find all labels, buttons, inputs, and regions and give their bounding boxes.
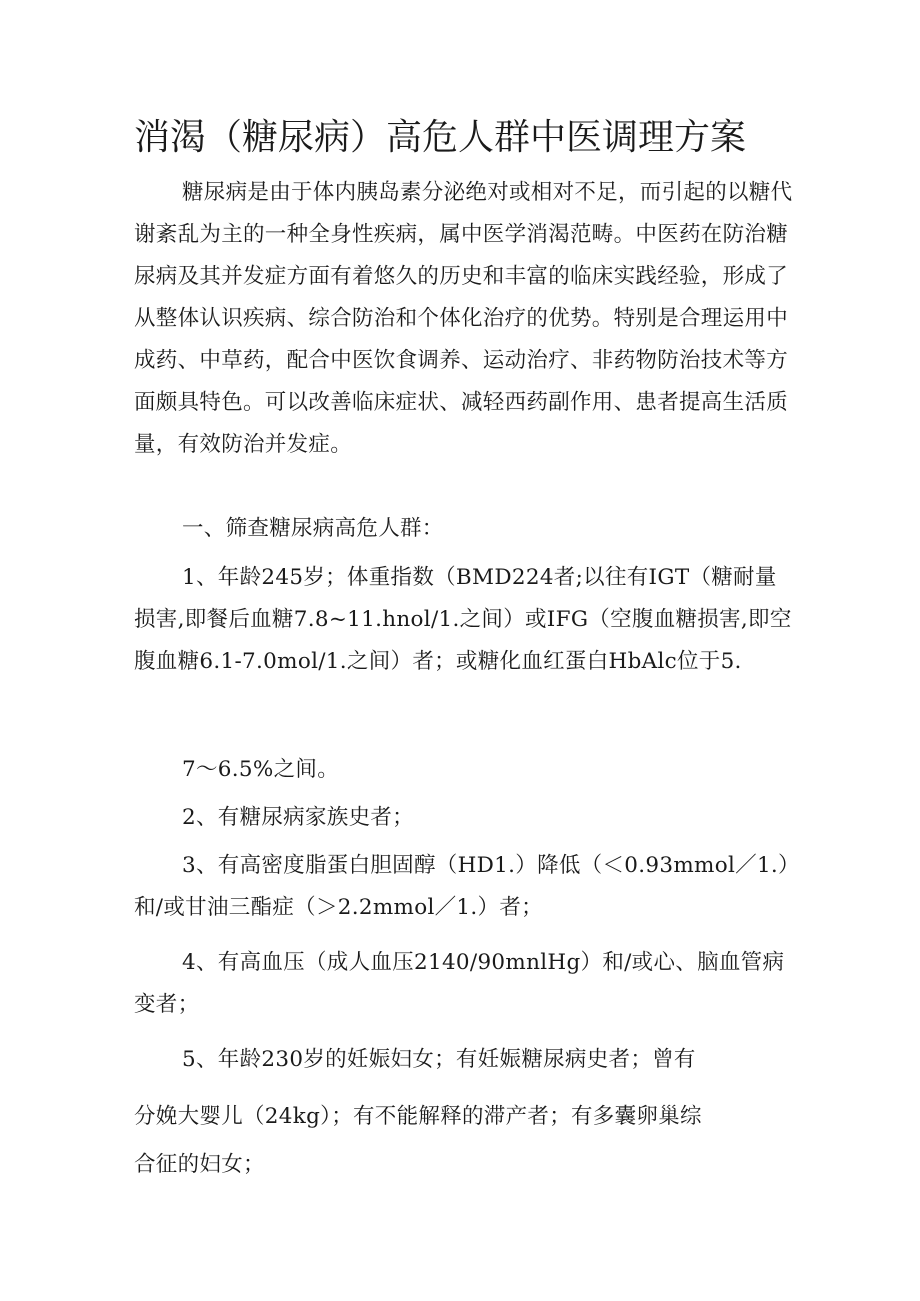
intro-paragraph: 糖尿病是由于体内胰岛素分泌绝对或相对不足，而引起的以糖代谢紊乱为主的一种全身性疾病，属中医学消渴范畴。中医药在防治糖尿病及其并发症方面有着悠久的历史和丰富的临床实践经验，形成了从整体认识疾病、综合防治和个体化治疗的优势。特别是合理运用中成药、中草药，配合中医饮食调养、运动治疗、非药物防治技术等方面颇具特色。可以改善临床症状、减轻西药副作用、患者提高生活质量，有效防治并发症。 [134, 180, 793, 457]
criteria-item-5-line-1: 5、年龄230岁的妊娠妇女；有妊娠糖尿病史者；曾有 [182, 1047, 696, 1072]
criteria-item-5-line-3: 合征的妇女； [134, 1152, 265, 1177]
criteria-item-1-continued: 7～6.5%之间。 [182, 757, 340, 782]
document-title: 消渴（糖尿病）高危人群中医调理方案 [134, 117, 747, 158]
criteria-item-1: 1、年龄245岁；体重指数（BMD224者;以往有IGT（糖耐量损害,即餐后血糖7.8~11.hnol/1.之间）或IFG（空腹血糖损害,即空腹血糖6.1-7.0mol/1.之间）者；或糖化血红蛋白HbAlc位于5. [134, 565, 792, 674]
criteria-item-2: 2、有糖尿病家族史者； [182, 805, 414, 830]
criteria-item-4: 4、有高血压（成人血压2140/90mnlHg）和/或心、脑血管病变者； [134, 950, 785, 1017]
criteria-item-5-line-2: 分娩大婴儿（24kg）；有不能解释的滞产者；有多囊卵巢综 [134, 1104, 702, 1129]
criteria-item-3: 3、有高密度脂蛋白胆固醇（HD1.）降低（＜0.93mmol／1.）和/或甘油三酯症（＞2.2mmol／1.）者； [134, 853, 790, 920]
section-heading: 一、筛查糖尿病高危人群： [182, 516, 444, 541]
